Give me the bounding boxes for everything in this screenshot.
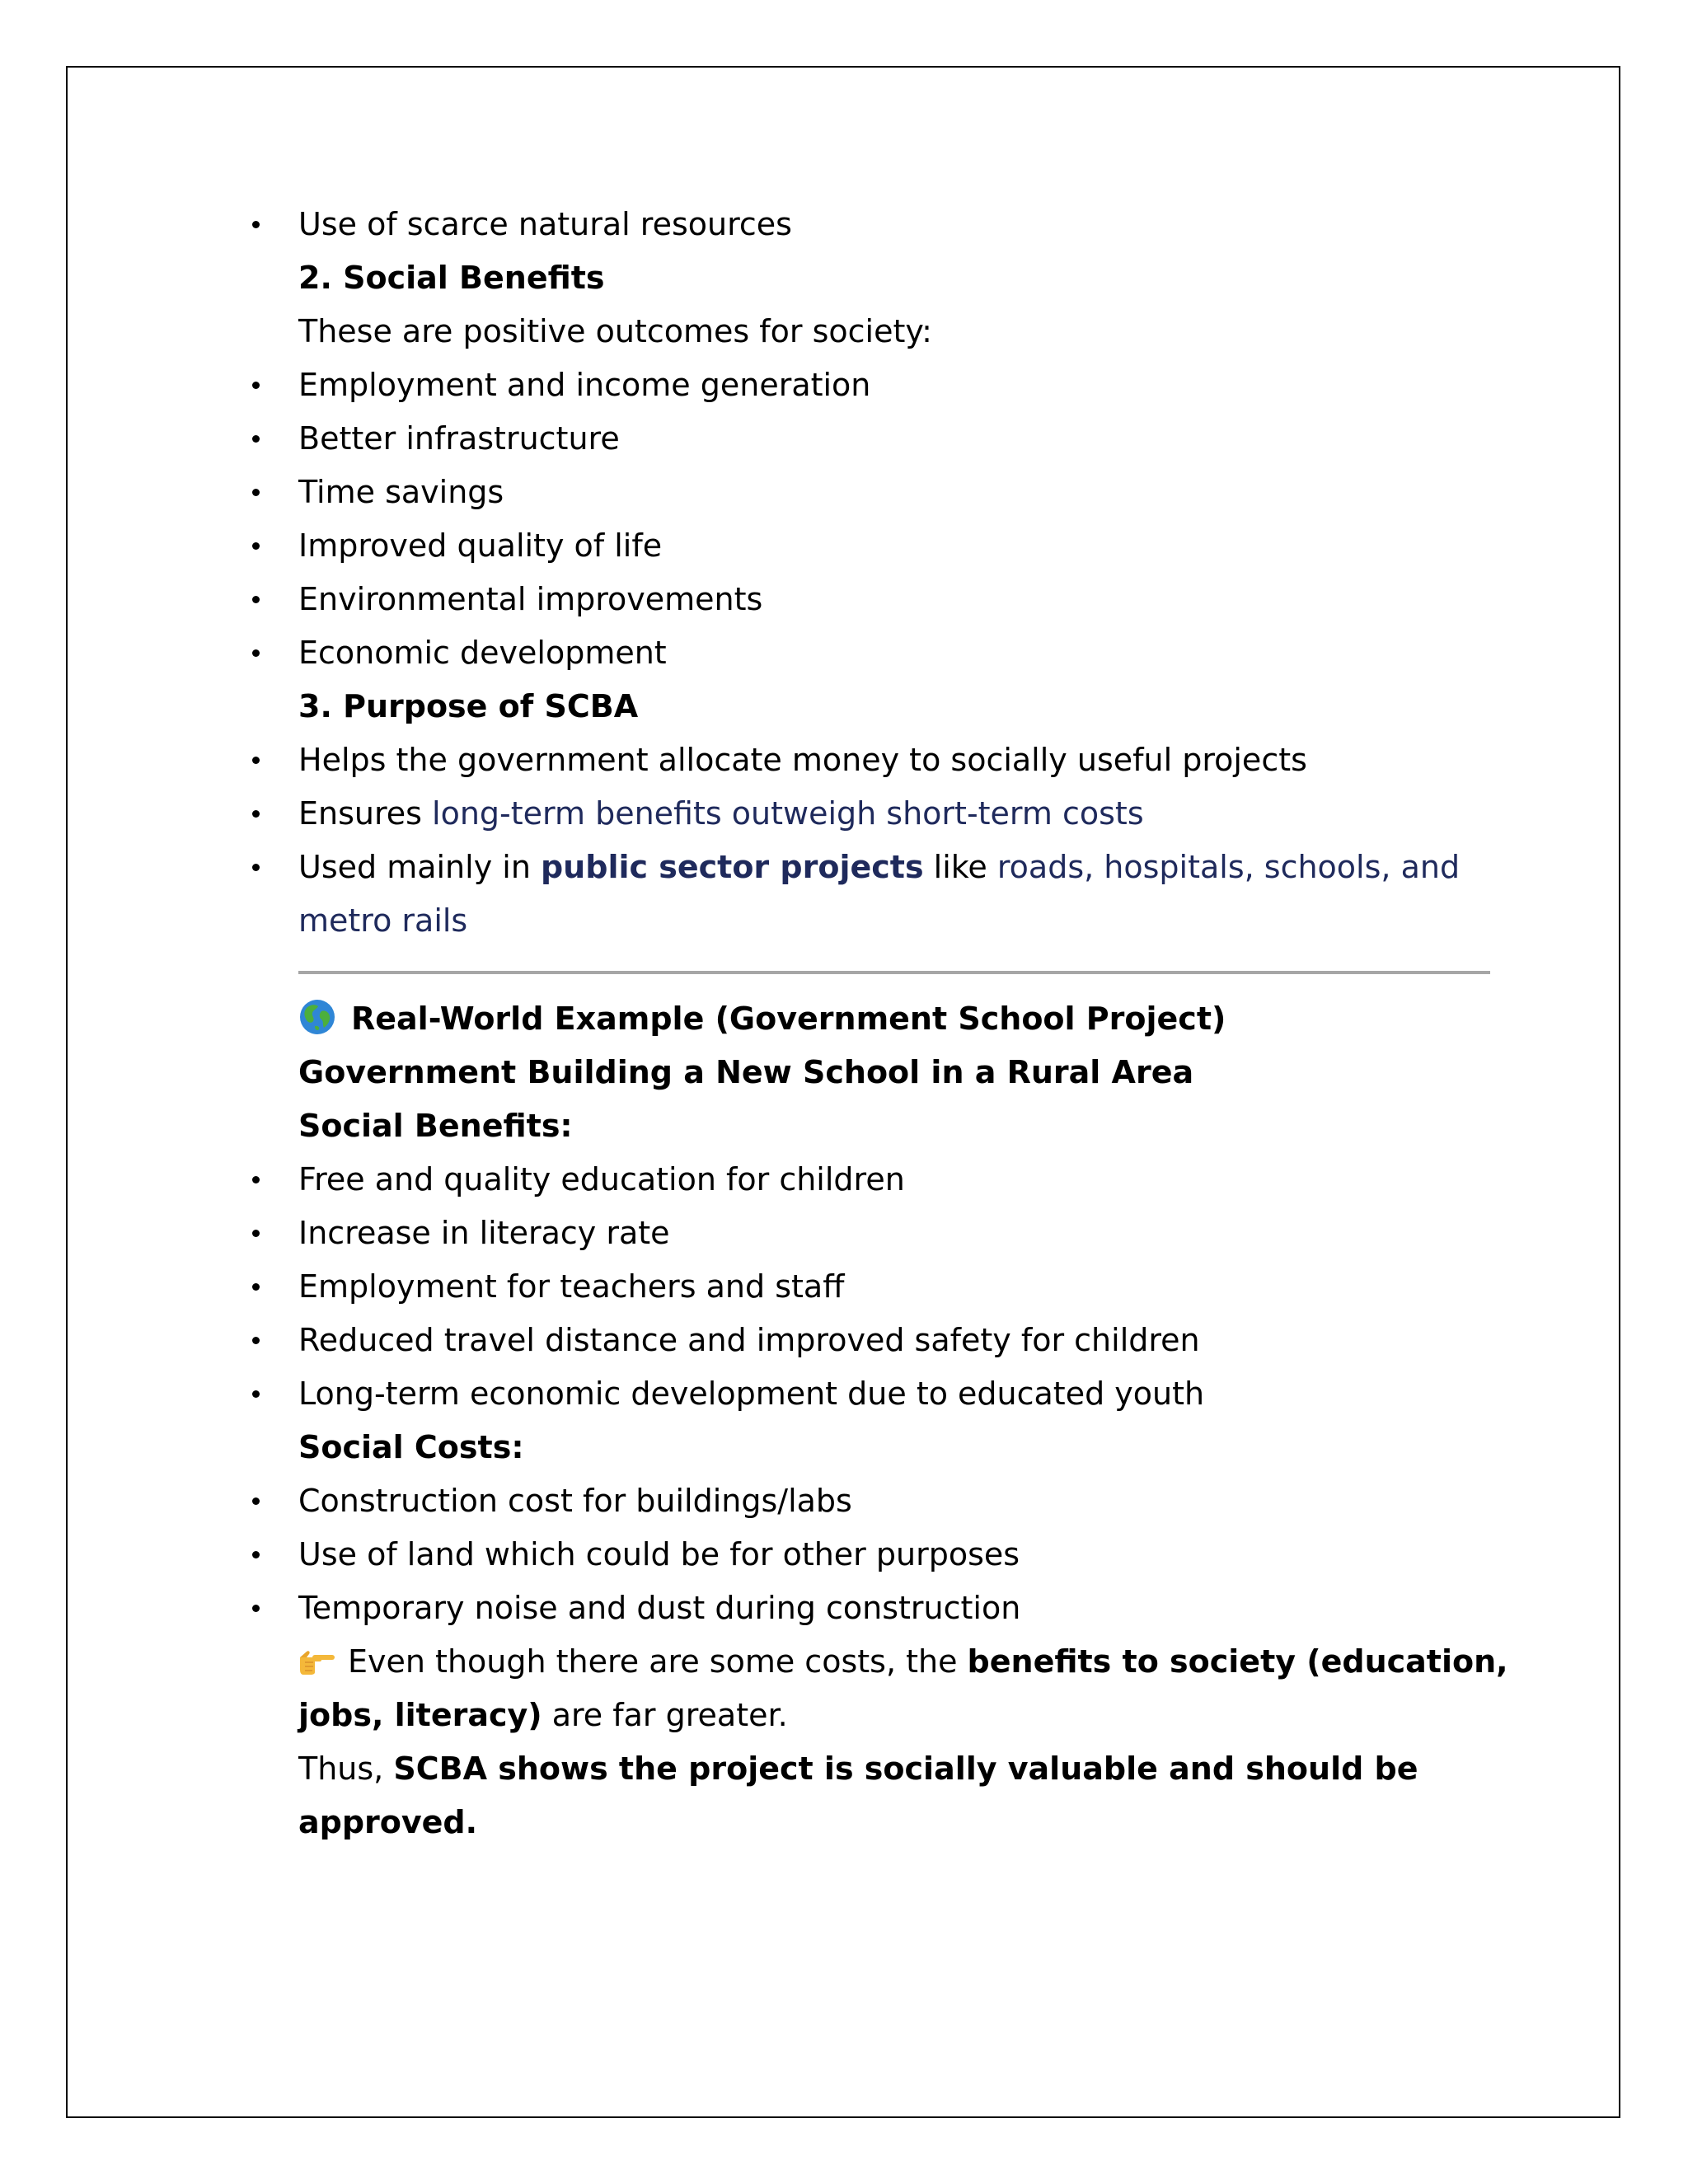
list-item: Environmental improvements	[239, 573, 1492, 626]
list-item: Used mainly in public sector projects like roads, hospitals, schools, and	[239, 841, 1492, 894]
list-item: Long-term economic development due to educated youth	[239, 1367, 1492, 1421]
list-item: Temporary noise and dust during construction	[239, 1582, 1492, 1635]
horizontal-divider	[298, 971, 1490, 974]
highlighted-text: long-term benefits outweigh short-term costs	[432, 795, 1144, 832]
social-benefits-heading: Social Benefits:	[298, 1108, 573, 1144]
pointing-hand-icon	[298, 1644, 336, 1677]
section-heading-social-benefits: 2. Social Benefits	[298, 260, 605, 296]
section-heading-purpose: 3. Purpose of SCBA	[298, 688, 639, 724]
paragraph-intro: These are positive outcomes for society:	[298, 313, 932, 349]
list-item: Time savings	[239, 466, 1492, 519]
globe-icon	[298, 998, 336, 1036]
example-title: Real-World Example (Government School Project)	[239, 992, 1492, 1046]
conclusion-paragraph: Thus, SCBA shows the project is socially valuable and should be	[298, 1750, 1418, 1787]
list-item: Reduced travel distance and improved safety for children	[239, 1314, 1492, 1367]
list-item-continuation	[239, 894, 1492, 948]
list-item: Use of land which could be for other purposes	[239, 1528, 1492, 1582]
list-item: Employment for teachers and staff	[239, 1260, 1492, 1314]
list-item: Ensures long-term benefits outweigh short-term costs	[239, 787, 1492, 841]
list-item: Construction cost for buildings/labs	[239, 1474, 1492, 1528]
note-paragraph-continuation: jobs, literacy) are far greater.	[298, 1697, 788, 1733]
highlighted-bold-text: public sector projects	[540, 849, 924, 885]
social-costs-heading: Social Costs:	[298, 1429, 524, 1465]
document-content	[239, 198, 1508, 1849]
list-item: Employment and income generation	[239, 359, 1492, 412]
list-item: Use of scarce natural resources	[239, 198, 1492, 251]
note-paragraph: Even though there are some costs, the benefits to society (education,	[239, 1635, 1492, 1689]
list-item: Economic development	[239, 626, 1492, 680]
conclusion-paragraph-continuation: approved.	[298, 1804, 478, 1840]
list-item: Better infrastructure	[239, 412, 1492, 466]
list-item: Helps the government allocate money to socially useful projects	[239, 733, 1492, 787]
list-item: Free and quality education for children	[239, 1153, 1492, 1207]
list-item: Increase in literacy rate	[239, 1207, 1492, 1260]
example-subtitle: Government Building a New School in a Rural Area	[298, 1054, 1194, 1090]
highlighted-text: roads, hospitals, schools, and	[996, 849, 1461, 885]
list-item: Improved quality of life	[239, 519, 1492, 573]
highlighted-text: metro rails	[298, 902, 468, 939]
